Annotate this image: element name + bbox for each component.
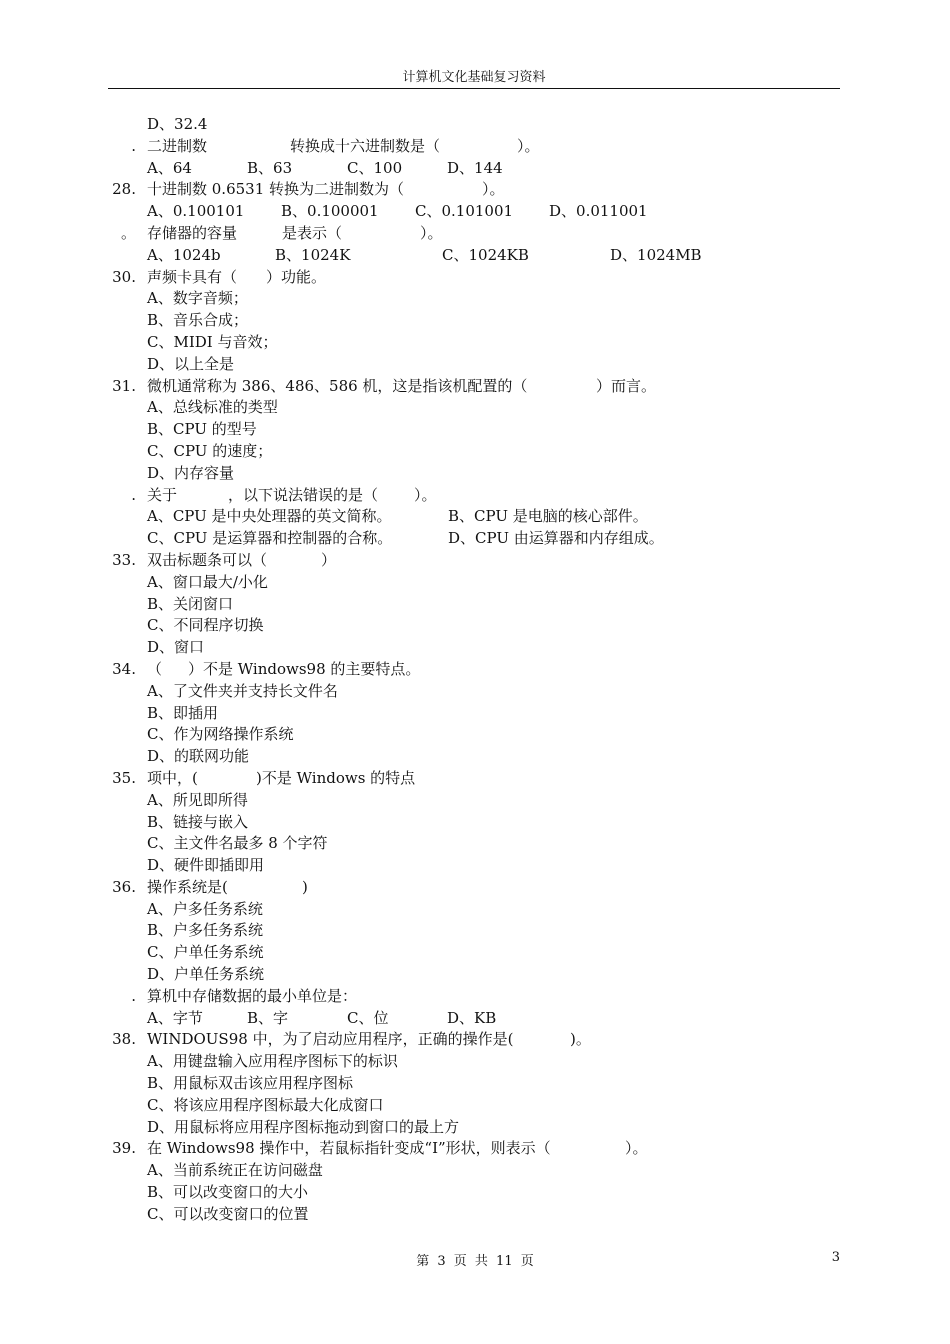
- option-text: B、CPU 的型号: [147, 420, 257, 439]
- option-text: C、作为网络操作系统: [147, 725, 294, 744]
- question-line: [0, 877, 950, 899]
- option-text: D、CPU 由运算器和内存组成。: [448, 529, 664, 548]
- question-text: ）功能。: [266, 267, 327, 286]
- option-line: [0, 1117, 950, 1139]
- question-line: [0, 376, 950, 398]
- option-text: D、内存容量: [147, 463, 235, 482]
- question-text: 操作系统是(: [147, 877, 228, 896]
- option-text: A、字节: [147, 1008, 203, 1027]
- option-line: [0, 245, 950, 267]
- page-number: 3: [831, 1250, 840, 1265]
- option-text: C、主文件名最多 8 个字符: [147, 834, 328, 853]
- option-text: B、1024K: [275, 245, 351, 264]
- option-text: A、用键盘输入应用程序图标下的标识: [147, 1052, 398, 1071]
- question-text: 转换成十六进制数是（: [290, 136, 441, 155]
- question-number: 28.: [112, 180, 136, 199]
- option-text: D、窗口: [147, 638, 205, 657]
- question-number: 33.: [112, 550, 136, 569]
- option-text: B、CPU 是电脑的核心部件。: [448, 507, 648, 526]
- option-line: [0, 615, 950, 637]
- question-number: .: [131, 986, 136, 1005]
- question-text: WINDOUS98 中，为了启动应用程序，正确的操作是(: [147, 1030, 514, 1049]
- option-text: C、100: [347, 158, 403, 177]
- option-line: [0, 419, 950, 441]
- option-line: [0, 310, 950, 332]
- option-line: [0, 201, 950, 223]
- question-line: [0, 768, 950, 790]
- question-text: ）。: [517, 136, 540, 155]
- option-line: [0, 397, 950, 419]
- question-text: （: [147, 659, 163, 678]
- question-text: 存储器的容量: [147, 223, 238, 242]
- question-text: 算机中存储数据的最小单位是：: [147, 986, 358, 1005]
- option-text: A、64: [147, 158, 192, 177]
- option-line: [0, 812, 950, 834]
- question-text: 项中，(: [147, 768, 198, 787]
- option-text: B、63: [247, 158, 293, 177]
- option-text: B、可以改变窗口的大小: [147, 1183, 309, 1202]
- question-line: [0, 550, 950, 572]
- question-number: 30.: [112, 267, 136, 286]
- question-text: 微机通常称为 386、486、586 机，这是指该机配置的（: [147, 376, 528, 395]
- option-line: [0, 332, 950, 354]
- question-line: [0, 267, 950, 289]
- question-text: )。: [570, 1030, 591, 1049]
- option-line: [0, 463, 950, 485]
- option-text: D、硬件即插即用: [147, 856, 265, 875]
- option-text: A、窗口最大/小化: [147, 572, 268, 591]
- question-text: 十进制数 0.6531 转换为二进制数为（: [147, 180, 405, 199]
- question-text: ）而言。: [596, 376, 657, 395]
- option-text: A、户多任务系统: [147, 899, 263, 918]
- option-text: B、音乐合成；: [147, 311, 249, 330]
- option-text: B、关闭窗口: [147, 594, 234, 613]
- question-text: 双击标题条可以（: [147, 550, 268, 569]
- option-line: [0, 441, 950, 463]
- question-line: [0, 136, 950, 158]
- header-rule: [108, 88, 840, 89]
- option-text: D、以上全是: [147, 354, 235, 373]
- option-line: [0, 681, 950, 703]
- question-number: .: [131, 485, 136, 504]
- option-text: A、所见即所得: [147, 790, 248, 809]
- option-line: [0, 528, 950, 550]
- question-number: 35.: [112, 768, 136, 787]
- option-text: C、CPU 是运算器和控制器的合称。: [147, 529, 393, 548]
- option-text: B、户多任务系统: [147, 921, 264, 940]
- question-text: )不是 Windows 的特点: [256, 768, 416, 787]
- question-number: 39.: [112, 1139, 136, 1158]
- option-text: C、CPU 的速度；: [147, 441, 273, 460]
- option-line: [0, 833, 950, 855]
- option-line: [0, 354, 950, 376]
- option-line: [0, 594, 950, 616]
- question-line: [0, 659, 950, 681]
- question-line: [0, 1138, 950, 1160]
- question-text: 关于: [147, 485, 178, 504]
- option-text: C、户单任务系统: [147, 943, 264, 962]
- question-text: ）。: [420, 223, 443, 242]
- option-text: A、0.100101: [147, 202, 245, 221]
- option-text: A、数字音频；: [147, 289, 248, 308]
- option-text: C、0.101001: [415, 202, 514, 221]
- question-text: 二进制数: [147, 136, 208, 155]
- option-text: D、用鼠标将应用程序图标拖动到窗口的最上方: [147, 1117, 460, 1136]
- question-text: 在 Windows98 操作中，若鼠标指针变成“I”形状，则表示（: [147, 1139, 551, 1158]
- option-line: [0, 506, 950, 528]
- option-text: A、CPU 是中央处理器的英文简称。: [147, 507, 392, 526]
- question-text: ）不是 Windows98 的主要特点。: [188, 659, 421, 678]
- option-line: [0, 1204, 950, 1226]
- question-line: [0, 223, 950, 245]
- page-header: 计算机文化基础复习资料: [402, 70, 546, 85]
- question-text: ）。: [625, 1139, 648, 1158]
- question-number: 34.: [112, 659, 136, 678]
- option-text: C、1024KB: [442, 245, 529, 264]
- option-line: [0, 1160, 950, 1182]
- option-text: D、户单任务系统: [147, 965, 265, 984]
- option-text: B、字: [247, 1008, 289, 1027]
- question-number: 31.: [112, 376, 136, 395]
- option-line: [0, 1095, 950, 1117]
- option-line: [0, 790, 950, 812]
- document-body: [0, 114, 950, 1226]
- question-line: [0, 986, 950, 1008]
- option-line: [0, 899, 950, 921]
- option-text: A、当前系统正在访问磁盘: [147, 1161, 323, 1180]
- question-line: [0, 179, 950, 201]
- option-line: [0, 637, 950, 659]
- option-text: D、0.011001: [549, 202, 648, 221]
- question-number: 。: [120, 223, 136, 242]
- option-text: D、32.4: [147, 115, 208, 133]
- question-number: 36.: [112, 877, 136, 896]
- option-line: [0, 855, 950, 877]
- option-text: C、MIDI 与音效；: [147, 332, 278, 351]
- option-text: C、将该应用程序图标最大化成窗口: [147, 1095, 384, 1114]
- option-line: [0, 746, 950, 768]
- option-text: D、KB: [447, 1008, 497, 1027]
- option-text: B、即插用: [147, 703, 219, 722]
- option-text: D、1024MB: [610, 245, 702, 264]
- question-text: ）: [321, 550, 337, 569]
- option-line: [0, 158, 950, 180]
- option-text: C、可以改变窗口的位置: [147, 1204, 309, 1223]
- option-line: [0, 288, 950, 310]
- option-line: [0, 703, 950, 725]
- question-text: ）。: [482, 180, 505, 199]
- option-text: D、144: [447, 158, 503, 177]
- option-text: A、了文件夹并支持长文件名: [147, 681, 338, 700]
- option-text: B、链接与嵌入: [147, 812, 249, 831]
- option-line: [0, 1073, 950, 1095]
- question-number: .: [131, 136, 136, 155]
- option-text: C、位: [347, 1008, 389, 1027]
- option-line: [0, 572, 950, 594]
- option-text: B、0.100001: [281, 202, 379, 221]
- question-text: ): [302, 877, 308, 896]
- question-text: ）。: [414, 485, 437, 504]
- option-line: [0, 114, 950, 136]
- option-text: A、1024b: [147, 245, 221, 264]
- question-line: [0, 1029, 950, 1051]
- question-text: 声频卡具有（: [147, 267, 238, 286]
- option-text: A、总线标准的类型: [147, 398, 278, 417]
- question-text: ，以下说法错误的是（: [228, 485, 379, 504]
- option-line: [0, 724, 950, 746]
- option-line: [0, 920, 950, 942]
- page-footer: 第 3 页 共 11 页: [416, 1254, 534, 1269]
- question-text: 是表示（: [282, 223, 343, 242]
- option-line: [0, 964, 950, 986]
- question-line: [0, 485, 950, 507]
- option-text: D、的联网功能: [147, 747, 250, 766]
- option-text: C、不同程序切换: [147, 616, 264, 635]
- option-line: [0, 1008, 950, 1030]
- option-line: [0, 942, 950, 964]
- option-text: B、用鼠标双击该应用程序图标: [147, 1074, 354, 1093]
- option-line: [0, 1182, 950, 1204]
- option-line: [0, 1051, 950, 1073]
- question-number: 38.: [112, 1030, 136, 1049]
